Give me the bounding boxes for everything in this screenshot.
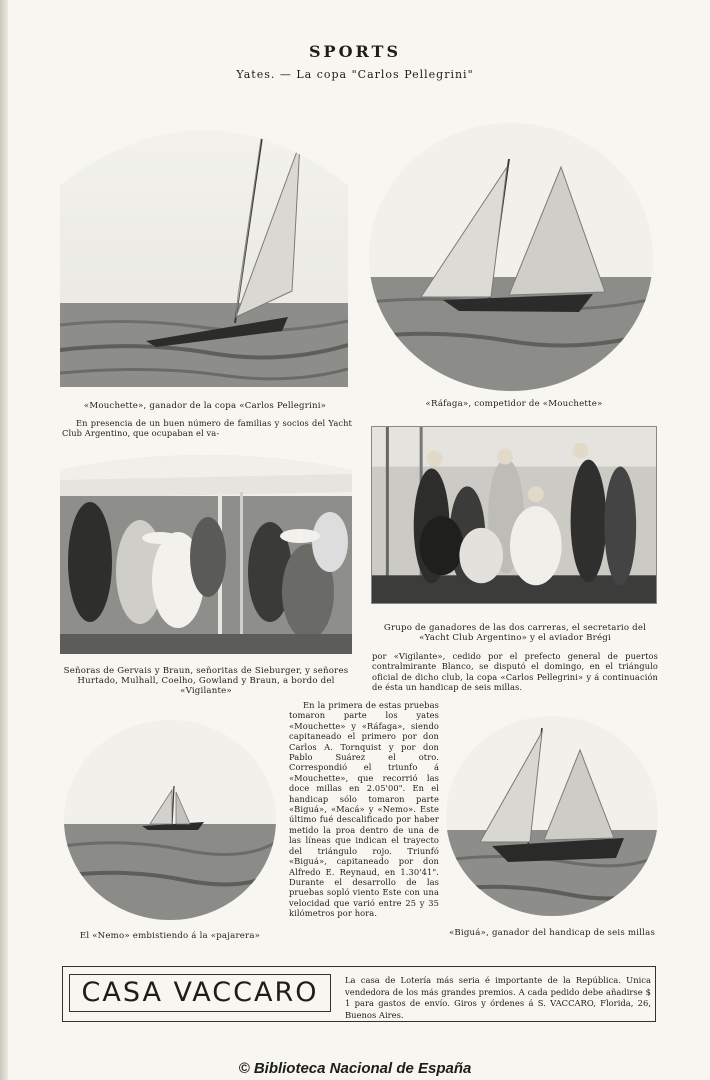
- footer-credit: © Biblioteca Nacional de España: [238, 1060, 472, 1077]
- continuation-paragraph: por «Vigilante», cedido por el prefecto general de puertos contralmirante Blanco, se disputó el domingo, en el triángulo oficial de dicho club, la copa «Carlos Pellegrini» y á continuación de ésta un handicap de seis millas.: [372, 651, 658, 693]
- caption-mouchette: «Mouchette», ganador de la copa «Carlos Pellegrini»: [83, 401, 327, 411]
- caption-winners-group: Grupo de ganadores de las dos carreras, el secretario del «Yacht Club Argentino» y el aviador Brégi: [383, 623, 647, 643]
- caption-rafaga: «Ráfaga», competidor de «Mouchette»: [425, 399, 603, 409]
- intro-paragraph: En presencia de un buen número de familias y socios del Yacht Club Argentino, que ocupaban el va-: [62, 418, 352, 439]
- advertisement-box: [62, 966, 656, 1022]
- ad-logo: CASA VACCARO: [69, 974, 331, 1012]
- photo-bigua: [446, 710, 658, 916]
- caption-bigua: «Biguá», ganador del handicap de seis millas: [448, 928, 656, 938]
- photo-nemo: [64, 706, 276, 920]
- photo-mouchette: [60, 95, 348, 387]
- page-subtitle: Yates. — La copa "Carlos Pellegrini": [236, 68, 474, 81]
- caption-ladies-aboard: Señoras de Gervais y Braun, señoritas de Sieburger, y señores Hurtado, Mulhall, Coelho, Gowland y Braun, a bordo del «Vigilante»: [63, 666, 349, 696]
- photo-ladies-aboard: [60, 452, 352, 654]
- race-paragraph: En la primera de estas pruebas tomaron parte los yates «Mouchette» y «Ráfaga», siendo capitaneado el primero por don Carlos A. Tornquist y por don Pablo Suárez el otro. Correspondió el triunfo á «Mouchette», que recorrió las doce millas en 2.05'00". En el handicap sólo tomaron parte «Biguá», «Macá» y «Nemo». Este último fué descalificado por haber metido la proa dentro de una de las líneas que indican el trayecto del triángulo rojo. Triunfó «Biguá», capitaneado por don Alfredo E. Reynaud, en 1.30'41". Durante el desarrollo de las pruebas sopló viento Este con una velocidad que varió entre 25 y 35 kilómetros por hora.: [289, 700, 439, 919]
- caption-nemo: El «Nemo» embistiendo á la «pajarera»: [79, 931, 261, 941]
- photo-winners-group: [371, 426, 657, 604]
- page-title: SPORTS: [309, 42, 401, 61]
- ad-text: La casa de Lotería más seria é importante de la República. Unica vendedora de los más grandes premios. A cada pedido debe añadirse $ 1 para gastos de envío. Giros y órdenes á S. VACCARO, Florida, 26, Buenos Aires.: [345, 975, 651, 1020]
- photo-rafaga: [369, 97, 653, 391]
- page-edge: [0, 0, 8, 1080]
